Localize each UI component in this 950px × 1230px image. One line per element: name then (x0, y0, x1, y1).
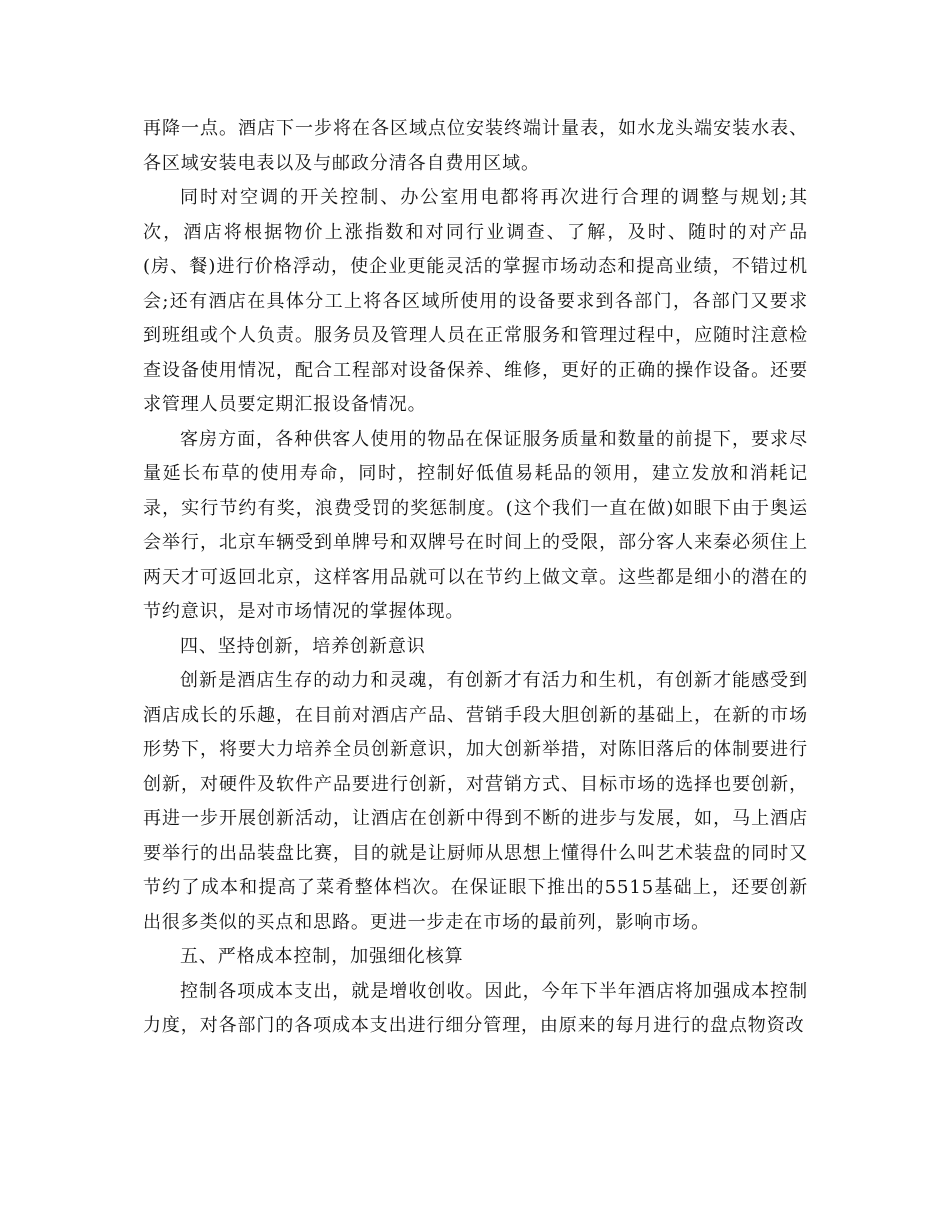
paragraph-innovation: 创新是酒店生存的动力和灵魂，有创新才有活力和生机，有创新才能感受到酒店成长的乐趣，在目前对酒店产品、营销手段大胆创新的基础上，在新的市场形势下，将要大力培养全员创新意识，加大创新举措，对陈旧落后的体制要进行创新，对硬件及软件产品要进行创新，对营销方式、目标市场的选择也要创新，再进一步开展创新活动，让酒店在创新中得到不断的进步与发展，如，马上酒店要举行的出品装盘比赛，目的就是让厨师从思想上懂得什么叫艺术装盘的同时又节约了成本和提高了菜肴整体档次。在保证眼下推出的5515基础上，还要创新出很多类似的买点和思路。更进一步走在市场的最前列，影响市场。 (143, 670, 808, 933)
section-heading-cost-control: 五、严格成本控制，加强细化核算 (180, 946, 464, 967)
document-body (143, 112, 808, 1044)
section-heading-innovation: 四、坚持创新，培养创新意识 (180, 635, 426, 657)
paragraph-energy-metering: 再降一点。酒店下一步将在各区域点位安装终端计量表，如水龙头端安装水表、各区域安装电表以及与邮政分清各自费用区域。 (143, 118, 808, 174)
paragraph-housekeeping-savings: 客房方面，各种供客人使用的物品在保证服务质量和数量的前提下，要求尽量延长布草的使用寿命，同时，控制好低值易耗品的领用，建立发放和消耗记录，实行节约有奖，浪费受罚的奖惩制度。(这个我们一直在做)如眼下由于奥运会举行，北京车辆受到单牌号和双牌号在时间上的受限，部分客人来秦必须住上两天才可返回北京，这样客用品就可以在节约上做文章。这些都是细小的潜在的节约意识，是对市场情况的掌握体现。 (143, 428, 808, 622)
paragraph-equipment-management: 同时对空调的开关控制、办公室用电都将再次进行合理的调整与规划;其次，酒店将根据物价上涨指数和对同行业调查、了解，及时、随时的对产品(房、餐)进行价格浮动，使企业更能灵活的掌握市场动态和提高业绩，不错过机会;还有酒店在具体分工上将各区域所使用的设备要求到各部门，各部门又要求到班组或个人负责。服务员及管理人员在正常服务和管理过程中，应随时注意检查设备使用情况，配合工程部对设备保养、维修，更好的正确的操作设备。还要求管理人员要定期汇报设备情况。 (143, 187, 808, 415)
paragraph-cost-control: 控制各项成本支出，就是增收创收。因此，今年下半年酒店将加强成本控制力度，对各部门的各项成本支出进行细分管理，由原来的每月进行的盘点物资改 (143, 980, 808, 1036)
